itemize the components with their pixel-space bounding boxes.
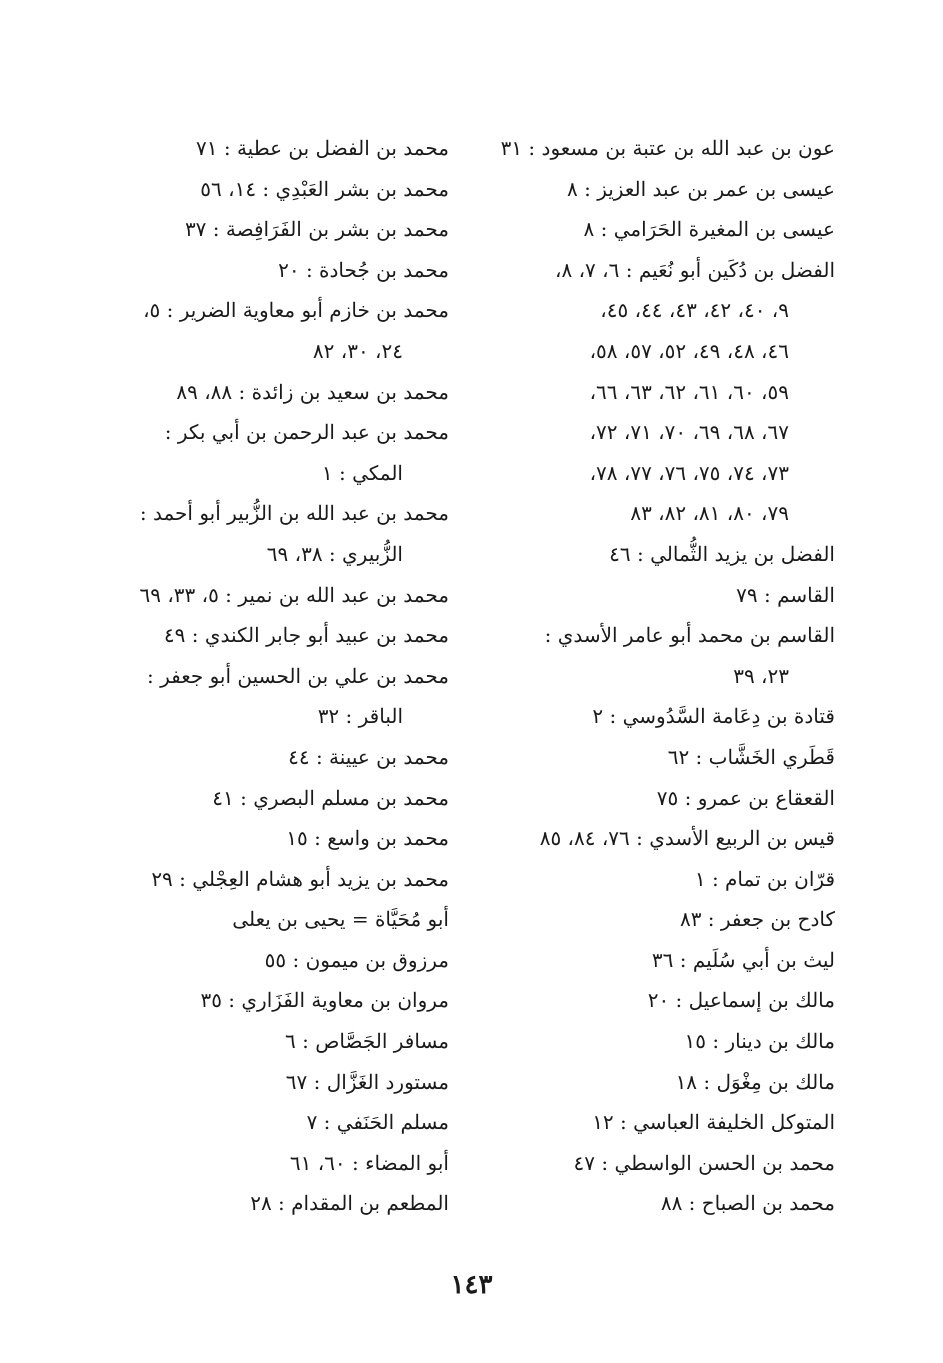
entry-page-refs: ٧٦، ٨٤، ٨٥: [539, 826, 630, 851]
entry-page-refs: ٧٩: [736, 582, 758, 607]
entry-page-refs: ١٢: [592, 1110, 614, 1135]
entry-separator: :: [613, 1110, 634, 1135]
index-entry: [495, 1183, 835, 1224]
entry-name: مالك بن دينار: [725, 1029, 835, 1054]
entry-separator: :: [619, 257, 639, 282]
index-entry: [103, 899, 449, 940]
entry-separator: :: [317, 1110, 337, 1135]
entry-name: الفضل بن يزيد الثُّمالي: [650, 541, 835, 566]
entry-name: محمد بن يزيد أبو هشام العِجْلي: [192, 866, 449, 891]
entry-separator: :: [522, 136, 542, 160]
entry-name: محمد بن الفضل بن عطية: [236, 136, 449, 160]
entry-name: محمد بن مسلم البصري: [253, 785, 449, 810]
entry-separator: :: [160, 298, 180, 323]
entry-name: عيسى بن عمر بن عبد العزيز: [597, 176, 835, 201]
entry-name: قيس بن الربيع الأسدي: [649, 826, 835, 851]
entry-name: محمد بن خازم أبو معاوية الضرير: [179, 298, 449, 323]
entry-page-refs: ٣١: [500, 136, 523, 160]
entry-separator: :: [706, 1029, 726, 1054]
entry-name: المتوكل الخليفة العباسي: [633, 1110, 835, 1135]
entry-separator: :: [689, 744, 709, 769]
entry-name: مالك بن إسماعيل: [688, 988, 835, 1013]
index-entry: [495, 737, 835, 778]
entry-separator: :: [544, 623, 558, 648]
entry-name: ليث بن أبي سُلَيم: [692, 947, 835, 972]
entry-page-refs: ٦، ٧، ٨،: [555, 257, 620, 282]
entry-name: قتادة بن دِعَامة السَّدُوسي: [622, 704, 835, 729]
entry-page-refs: ١٥: [684, 1029, 707, 1054]
entry-name: محمد بن عبيد أبو جابر الكندي: [204, 623, 449, 648]
entry-name: محمد بن عيينة: [329, 744, 449, 769]
entry-separator: :: [172, 866, 193, 891]
index-column-right: [495, 128, 835, 1224]
index-entry: [103, 1062, 449, 1103]
index-entry: [495, 899, 835, 940]
entry-page-refs: ١٥: [286, 826, 308, 851]
entry-name: كادح بن جعفر: [720, 907, 835, 932]
entry-separator: :: [345, 1150, 366, 1175]
entry-separator: :: [295, 1029, 316, 1054]
entry-page-refs: ٦: [285, 1029, 296, 1054]
entry-page-refs: ٣٥: [200, 988, 222, 1013]
index-entry: [103, 940, 449, 981]
index-entry: [103, 1143, 449, 1184]
index-entry: [495, 169, 835, 210]
index-entry: [495, 250, 835, 534]
index-entry: [103, 209, 449, 250]
index-entry: [495, 980, 835, 1021]
entry-page-refs: ٦٢: [667, 744, 690, 769]
index-entry: [495, 1143, 835, 1184]
entry-continuation: ٢٤، ٣٠، ٨٢: [312, 338, 403, 363]
entry-page-refs: ٨: [583, 217, 595, 242]
entry-separator: :: [577, 176, 598, 201]
entry-continuation: ٤٦، ٤٨، ٤٩، ٥٢، ٥٧، ٥٨،: [589, 338, 789, 363]
index-entry: [495, 575, 835, 616]
entry-page-refs: ٣٧: [184, 217, 207, 242]
entry-page-refs: ٦٠، ٦١: [289, 1150, 346, 1175]
index-entry: [103, 372, 449, 413]
entry-continuation: ٦٧، ٦٨، ٦٩، ٧٠، ٧١، ٧٢،: [589, 420, 789, 445]
index-entry: [103, 575, 449, 616]
entry-page-refs: ٤٩: [163, 623, 186, 648]
entry-page-refs: ٧٥: [656, 785, 679, 810]
entry-continuation: ٧٣، ٧٤، ٧٥، ٧٦، ٧٧، ٧٨،: [589, 460, 789, 485]
entry-name: محمد بن جُحادة: [319, 257, 449, 282]
index-entry: [495, 696, 835, 737]
index-entry: [495, 1062, 835, 1103]
index-entry: [103, 818, 449, 859]
entry-page-refs: ٢٨: [250, 1191, 272, 1216]
entry-name: أبو مُحَيَّاة = يحيى بن يعلى: [232, 907, 449, 932]
index-entry: [103, 169, 449, 210]
entry-separator: :: [307, 826, 328, 851]
entry-separator: :: [309, 744, 330, 769]
index-entry: [495, 818, 835, 859]
index-entry: [495, 1021, 835, 1062]
index-column-left: [103, 128, 449, 1224]
entry-page-refs: ٧١: [196, 136, 218, 160]
index-entry: [103, 778, 449, 819]
index-entry: [103, 412, 449, 493]
entry-name: مسلم الحَنَفي: [336, 1110, 449, 1135]
entry-page-refs: ٤٧: [573, 1150, 595, 1175]
index-entry: [103, 980, 449, 1021]
entry-page-refs: ٢: [592, 704, 604, 729]
entry-page-refs: ٣٦: [651, 947, 674, 972]
entry-separator: :: [594, 217, 614, 242]
entry-separator: :: [705, 866, 726, 891]
entry-name: القاسم بن محمد أبو عامر الأسدي: [557, 623, 835, 648]
entry-separator: :: [757, 582, 778, 607]
index-entry: [103, 1021, 449, 1062]
index-entry: [103, 1102, 449, 1143]
entry-name: محمد بن علي بن الحسين أبو جعفر: [160, 663, 449, 688]
entry-name: مستورد الغَزَّال: [326, 1069, 449, 1094]
entry-page-refs: ٤٦: [609, 541, 631, 566]
entry-page-refs: ٨٨، ٨٩: [176, 379, 233, 404]
entry-name: المطعم بن المقدام: [291, 1191, 449, 1216]
index-entry: [495, 1102, 835, 1143]
entry-separator: :: [271, 1191, 292, 1216]
index-entry: [103, 737, 449, 778]
entry-page-refs: ٨: [567, 176, 578, 201]
entry-page-refs: ٤١: [212, 785, 234, 810]
entry-page-refs: ٥، ٣٣، ٦٩: [139, 582, 219, 607]
entry-name: مرزوق بن ميمون: [305, 947, 449, 972]
entry-name: محمد بن الصباح: [701, 1191, 835, 1216]
entry-separator: :: [232, 379, 252, 404]
entry-page-refs: ٧: [306, 1110, 318, 1135]
entry-name: الفضل بن دُكَين أبو نُعَيم: [638, 257, 835, 282]
entry-page-refs: ٢٩: [151, 866, 173, 891]
entry-separator: :: [146, 663, 161, 688]
entry-separator: :: [299, 257, 320, 282]
entry-separator: :: [629, 826, 650, 851]
index-entry: [495, 859, 835, 900]
entry-name: القاسم: [777, 582, 835, 607]
entry-page-refs: ٥٥: [264, 947, 287, 972]
entry-page-refs: ٤٤: [288, 744, 310, 769]
entry-page-refs: ٦٧: [285, 1069, 308, 1094]
entry-name: محمد بن بشر بن الفَرَافِصة: [225, 217, 449, 242]
entry-continuation: الزُّبيري : ٣٨، ٦٩: [266, 541, 403, 566]
index-entry: [495, 615, 835, 696]
entry-separator: :: [139, 501, 153, 526]
entry-separator: :: [221, 988, 242, 1013]
entry-name: مسافر الجَصَّاص: [315, 1029, 449, 1054]
entry-name: مروان بن معاوية الفَزَاري: [241, 988, 449, 1013]
index-entry: [103, 128, 449, 169]
entry-page-refs: ١٤، ٥٦: [200, 176, 257, 201]
entry-name: محمد بن بشر العَبْدِي: [275, 176, 449, 201]
index-entry: [103, 290, 449, 371]
entry-continuation: ٢٣، ٣٩: [733, 663, 789, 688]
entry-continuation: ٩، ٤٠، ٤٢، ٤٣، ٤٤، ٤٥،: [600, 298, 789, 323]
index-entry: [103, 656, 449, 737]
index-entry: [495, 778, 835, 819]
entry-name: أبو المضاء: [365, 1150, 449, 1175]
entry-separator: :: [697, 1069, 717, 1094]
entry-separator: :: [206, 217, 226, 242]
entry-page-refs: ٥،: [143, 298, 161, 323]
entry-name: عون بن عبد الله بن عتبة بن مسعود: [541, 136, 835, 160]
entry-separator: :: [603, 704, 623, 729]
index-entry: [103, 615, 449, 656]
entry-separator: :: [164, 420, 178, 445]
entry-page-refs: ٢٠: [647, 988, 670, 1013]
entry-name: قَطَري الخَشَّاب: [708, 744, 835, 769]
entry-separator: :: [630, 541, 651, 566]
entry-separator: :: [185, 623, 205, 648]
index-entry: [103, 493, 449, 574]
entry-name: عيسى بن المغيرة الحَرَامي: [613, 217, 835, 242]
entry-continuation: ٧٩، ٨٠، ٨١، ٨٢، ٨٣: [630, 501, 789, 526]
entry-continuation: ٥٩، ٦٠، ٦١، ٦٢، ٦٣، ٦٦،: [589, 379, 789, 404]
entry-name: محمد بن الحسن الواسطي: [614, 1150, 835, 1175]
entry-separator: :: [256, 176, 276, 201]
entry-name: محمد بن عبد الله بن نمير: [238, 582, 449, 607]
entry-separator: :: [701, 907, 721, 932]
entry-separator: :: [233, 785, 254, 810]
entry-name: محمد بن عبد الرحمن بن أبي بكر: [177, 420, 449, 445]
entry-page-refs: ٢٠: [278, 257, 300, 282]
index-entry: [495, 128, 835, 169]
entry-name: محمد بن واسع: [327, 826, 449, 851]
page-number: ١٤٣: [450, 1270, 493, 1300]
entry-separator: :: [307, 1069, 327, 1094]
entry-page-refs: ٨٣: [679, 907, 702, 932]
index-entry: [103, 250, 449, 291]
index-entry: [103, 1183, 449, 1224]
entry-separator: :: [217, 136, 237, 160]
index-entry: [103, 859, 449, 900]
index-entry: [495, 209, 835, 250]
entry-separator: :: [286, 947, 306, 972]
entry-name: قرّان بن تمام: [725, 866, 835, 891]
entry-page-refs: ٨٨: [660, 1191, 683, 1216]
entry-name: القعقاع بن عمرو: [697, 785, 835, 810]
entry-separator: :: [682, 1191, 702, 1216]
entry-continuation: المكي : ١: [321, 460, 403, 485]
entry-separator: :: [678, 785, 698, 810]
entry-continuation: الباقر : ٣٢: [317, 704, 403, 729]
entry-name: محمد بن عبد الله بن الزُّبير أبو أحمد: [153, 501, 449, 526]
entry-page-refs: ١: [694, 866, 706, 891]
index-entry: [495, 534, 835, 575]
entry-name: محمد بن سعيد بن زائدة: [251, 379, 449, 404]
index-entry: [495, 940, 835, 981]
entry-separator: :: [218, 582, 239, 607]
entry-name: مالك بن مِغْوَل: [716, 1069, 835, 1094]
entry-separator: :: [673, 947, 693, 972]
entry-separator: :: [595, 1150, 615, 1175]
entry-separator: :: [669, 988, 689, 1013]
entry-page-refs: ١٨: [675, 1069, 698, 1094]
